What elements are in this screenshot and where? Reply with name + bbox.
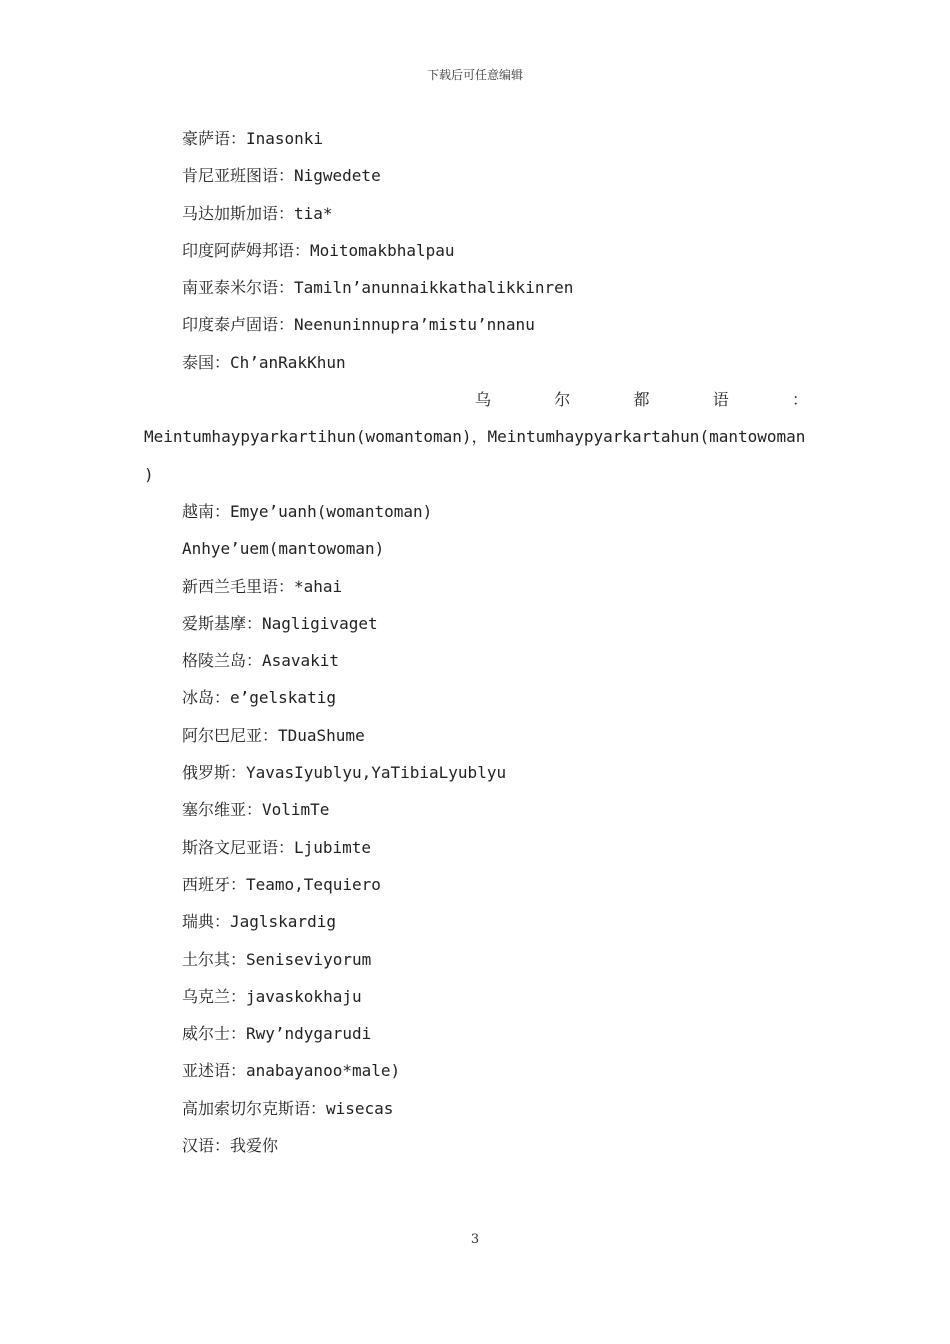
list-item: 亚述语：anabayanoo*male): [182, 1061, 401, 1081]
list-item: 印度阿萨姆邦语：Moitomakbhalpau: [182, 240, 455, 260]
list-item: 马达加斯加语：tia*: [182, 203, 333, 223]
list-item: 印度泰卢固语：Neenuninnupra’mistu’nnanu: [182, 315, 535, 335]
urdu-label-char: 语: [712, 390, 729, 410]
list-item: 格陵兰岛：Asavakit: [182, 651, 340, 671]
list-item: 越南：Emye’uanh(womantoman): [182, 501, 433, 521]
list-item: 塞尔维亚：VolimTe: [182, 800, 330, 820]
urdu-label-char: 尔: [554, 390, 571, 410]
list-item: 新西兰毛里语：*ahai: [182, 576, 343, 596]
list-item: 土尔其：Seniseviyorum: [182, 949, 372, 969]
list-item: 高加索切尔克斯语：wisecas: [182, 1098, 394, 1118]
list-item: 俄罗斯：YavasIyublyu,YaTibiaLyublyu: [182, 763, 507, 783]
list-item: 南亚泰米尔语：Tamiln’anunnaikkathalikkinren: [182, 278, 574, 298]
list-item: 豪萨语：Inasonki: [182, 129, 324, 148]
page-header: 下载后可任意编辑: [426, 68, 523, 82]
list-item: 泰国：Ch’anRakKhun: [182, 352, 346, 372]
entries-after: [144, 493, 808, 1164]
entries-before: [144, 120, 808, 381]
list-item: 阿尔巴尼亚：TDuaShume: [182, 725, 365, 745]
urdu-label-char: 都: [633, 390, 650, 410]
page-number: 3: [470, 1232, 480, 1247]
list-item: 西班牙：Teamo,Tequiero: [182, 874, 381, 894]
urdu-phrase-end: ): [144, 464, 154, 484]
list-item: 乌克兰：javaskokhaju: [182, 986, 362, 1006]
list-item: 爱斯基摩：Nagligivaget: [182, 613, 378, 633]
list-item: 汉语：我爱你: [182, 1136, 279, 1156]
list-item: 肯尼亚班图语：Nigwedete: [182, 166, 381, 186]
urdu-phrase: Meintumhaypyarkartihun(womantoman)，Meintumhaypyarkartahun(mantowoman: [144, 427, 806, 447]
list-item: Anhye’uem(mantowoman): [182, 539, 385, 559]
urdu-label-char: ：: [791, 390, 808, 410]
list-item: 冰岛：e’gelskatig: [182, 688, 336, 708]
list-item: 瑞典：Jaglskardig: [182, 912, 336, 932]
list-item: 威尔士：Rwy’ndygarudi: [182, 1024, 372, 1044]
list-item: 斯洛文尼亚语：Ljubimte: [182, 837, 372, 857]
document-body: [144, 120, 808, 1164]
urdu-label-row: [144, 381, 808, 418]
urdu-label-char: 乌: [475, 390, 492, 410]
